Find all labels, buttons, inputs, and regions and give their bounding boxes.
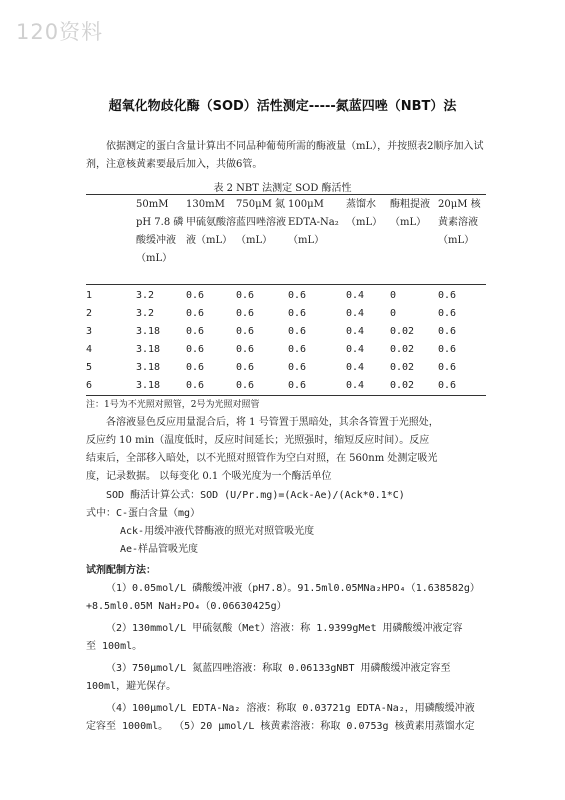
- table-cell: 0.6: [438, 362, 457, 373]
- table-cell: 0.6: [288, 308, 307, 319]
- table-cell: 0.6: [186, 290, 205, 301]
- table-note: 注：1号为不光照对照管，2号为光照对照管: [86, 400, 260, 410]
- formula-line: 式中：C-蛋白含量（mg）: [86, 508, 201, 519]
- table-cell: 0.6: [438, 308, 457, 319]
- table-cell: 0: [390, 308, 397, 319]
- table-bottom-rule: [86, 395, 486, 396]
- table-caption: 表 2 NBT 法测定 SOD 酶活性: [213, 183, 352, 194]
- table-header: [86, 196, 486, 268]
- reagent-line: （3）750μmol/L 氮蓝四唑溶液：称取 0.06133gNBT 用磷酸缓冲液定容至: [106, 663, 451, 674]
- table-cell: 0.4: [346, 380, 365, 391]
- table-row: [86, 359, 486, 377]
- header-cell: 酶粗提液（mL）: [390, 199, 430, 228]
- table-cell: 0.4: [346, 326, 365, 337]
- method-line: 结束后，全部移入暗处，以不光照对照管作为空白对照，在 560nm 处测定吸光: [86, 453, 438, 464]
- method-line: 各溶液显色反应用量混合后，将 1 号管置于黑暗处，其余各管置于光照处，: [106, 417, 439, 428]
- table-row: [86, 287, 486, 305]
- table-cell: 0.6: [236, 290, 255, 301]
- header-cell: 50mM pH 7.8 磷酸缓冲液（mL）: [136, 199, 184, 264]
- table-cell: 0.6: [438, 380, 457, 391]
- table-cell: 0.4: [346, 308, 365, 319]
- table-cell: 0.6: [288, 362, 307, 373]
- formula-line: Ack-用缓冲液代替酶液的照光对照管吸光度: [120, 526, 315, 537]
- table-cell: 0.4: [346, 290, 365, 301]
- table-cell: 3.2: [136, 308, 155, 319]
- table-cell: 0.02: [390, 344, 415, 355]
- table-cell: 0.6: [438, 290, 457, 301]
- table-cell: 0.6: [438, 344, 457, 355]
- table-cell: 3: [86, 326, 93, 337]
- reagent-line: （4）100μmol/L EDTA-Na₂ 溶液：称取 0.03721g EDTA-Na₂，用磷酸缓冲液: [106, 703, 475, 714]
- table-cell: 0.6: [438, 326, 457, 337]
- table-cell: 0.6: [186, 344, 205, 355]
- table-row: [86, 323, 486, 341]
- header-cell: 750μM 氮蓝四唑溶液（mL）: [236, 199, 286, 246]
- formula-line: SOD 酶活计算公式：SOD (U/Pr.mg)=(Ack-Ae)/(Ack*0.1*C): [106, 490, 405, 501]
- table-cell: 0.02: [390, 326, 415, 337]
- reagent-heading: 试剂配制方法：: [86, 565, 156, 576]
- header-cell: [86, 196, 136, 268]
- table-cell: 0.6: [236, 344, 255, 355]
- table-cell: 0.6: [288, 380, 307, 391]
- table-cell: 1: [86, 290, 93, 301]
- table-cell: 3.18: [136, 380, 161, 391]
- reagent-line: 100ml，避光保存。: [86, 681, 177, 692]
- watermark: 120资料: [16, 20, 104, 44]
- table-cell: 2: [86, 308, 93, 319]
- table-cell: 0: [390, 290, 397, 301]
- header-cell: 20μM 核黄素溶液（mL）: [438, 199, 481, 246]
- formula-line: Ae-样品管吸光度: [120, 544, 199, 555]
- table-row: [86, 341, 486, 359]
- method-line: 反应约 10 min（温度低时，反应时间延长；光照强时，缩短反应时间）。反应: [86, 435, 430, 446]
- table-cell: 0.6: [288, 344, 307, 355]
- table-cell: 0.6: [186, 362, 205, 373]
- method-line: 度，记录数据。 以每变化 0.1 个吸光度为一个酶活单位: [86, 471, 332, 482]
- table-cell: 3.18: [136, 326, 161, 337]
- table-cell: 3.2: [136, 290, 155, 301]
- table-header-rule: [86, 284, 486, 285]
- reagent-line: （2）130mmol/L 甲硫氨酸（Met）溶液：称 1.9399gMet 用磷酸缓冲液定容: [106, 623, 463, 634]
- table-cell: 0.6: [236, 380, 255, 391]
- table-cell: 6: [86, 380, 93, 391]
- table-cell: 0.4: [346, 362, 365, 373]
- header-cell: 蒸馏水（mL）: [346, 199, 383, 228]
- header-cell: 130mM 甲硫氨酸溶液（mL）: [186, 199, 236, 246]
- table-cell: 0.6: [236, 326, 255, 337]
- table-cell: 3.18: [136, 362, 161, 373]
- table-cell: 0.6: [288, 326, 307, 337]
- reagent-line: +8.5ml0.05M NaH₂PO₄（0.06630425g）: [86, 601, 287, 612]
- table-cell: 0.6: [186, 380, 205, 391]
- table-cell: 4: [86, 344, 93, 355]
- table-row: [86, 377, 486, 395]
- table-cell: 3.18: [136, 344, 161, 355]
- table-body: [86, 287, 486, 395]
- table-cell: 0.6: [288, 290, 307, 301]
- table-cell: 0.6: [186, 308, 205, 319]
- table-cell: 0.02: [390, 380, 415, 391]
- table-row: [86, 305, 486, 323]
- table-cell: 0.4: [346, 344, 365, 355]
- reagent-line: 至 100ml。: [86, 641, 143, 652]
- table-top-rule: [86, 194, 486, 195]
- intro-paragraph: 依据测定的蛋白含量计算出不同品种葡萄所需的酶液量（mL），并按照表2顺序加入试剂，注意核黄素要最后加入，共做6管。: [86, 141, 484, 170]
- table-cell: 0.6: [186, 326, 205, 337]
- table-cell: 5: [86, 362, 93, 373]
- reagent-line: （1）0.05mol/L 磷酸缓冲液（pH7.8）。91.5ml0.05MNa₂HPO₄（1.638582g）: [106, 583, 480, 594]
- table-cell: 0.02: [390, 362, 415, 373]
- table-cell: 0.6: [236, 308, 255, 319]
- page-title: 超氧化物歧化酶（SOD）活性测定-----氮蓝四唑（NBT）法: [108, 99, 457, 114]
- header-cell: 100μM EDTA-Na₂（mL）: [288, 199, 339, 246]
- table-cell: 0.6: [236, 362, 255, 373]
- reagent-line: 定容至 1000ml。 （5）20 μmol/L 核黄素溶液：称取 0.0753g 核黄素用蒸馏水定: [86, 721, 475, 732]
